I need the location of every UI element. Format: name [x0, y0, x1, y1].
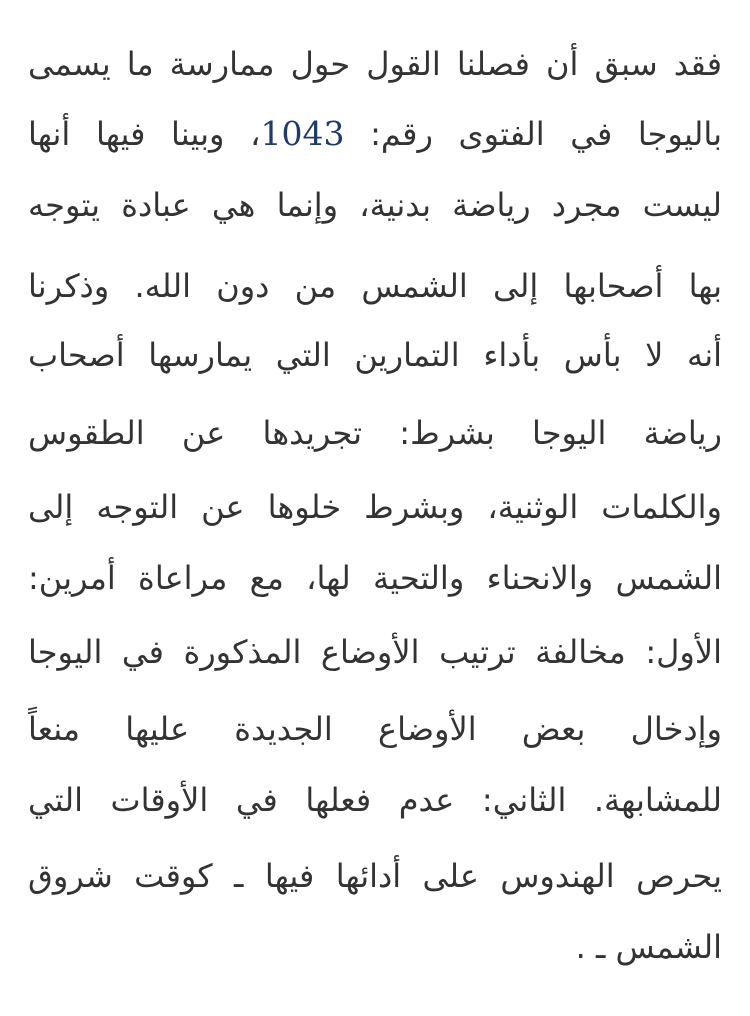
text-line-7: والكلمات الوثنية، وبشرط خلوها عن التوجه إلى	[28, 488, 722, 526]
text-line-6: رياضة اليوجا بشرط: تجريدها عن الطقوس	[28, 414, 722, 452]
text-line-3: ليست مجرد رياضة بدنية، وإنما هي عبادة يتوجه	[28, 186, 722, 224]
text-line-2	[28, 104, 722, 164]
text-line-9: الأول: مخالفة ترتيب الأوضاع المذكورة في اليوجا	[28, 633, 722, 671]
text-line-2-after: ، وبينا فيها أنها	[28, 115, 261, 153]
text-line-12: يحرص الهندوس على أدائها فيها ـ كوقت شروق	[28, 857, 722, 895]
text-line-13: الشمس ـ .	[575, 928, 722, 966]
text-line-4: بها أصحابها إلى الشمس من دون الله. وذكرنا	[28, 267, 722, 305]
text-line-5: أنه لا بأس بأداء التمارين التي يمارسها أصحاب	[28, 336, 722, 374]
fatwa-number-link[interactable]: 1043	[260, 114, 345, 153]
text-line-10: وإدخال بعض الأوضاع الجديدة عليها منعاً	[28, 710, 722, 748]
text-line-11: للمشابهة. الثاني: عدم فعلها في الأوقات التي	[28, 781, 722, 819]
text-line-2-before: باليوجا في الفتوى رقم:	[344, 115, 722, 153]
text-line-8: الشمس والانحناء والتحية لها، مع مراعاة أمرين:	[28, 559, 722, 597]
text-line-1: فقد سبق أن فصلنا القول حول ممارسة ما يسمى	[28, 45, 722, 83]
